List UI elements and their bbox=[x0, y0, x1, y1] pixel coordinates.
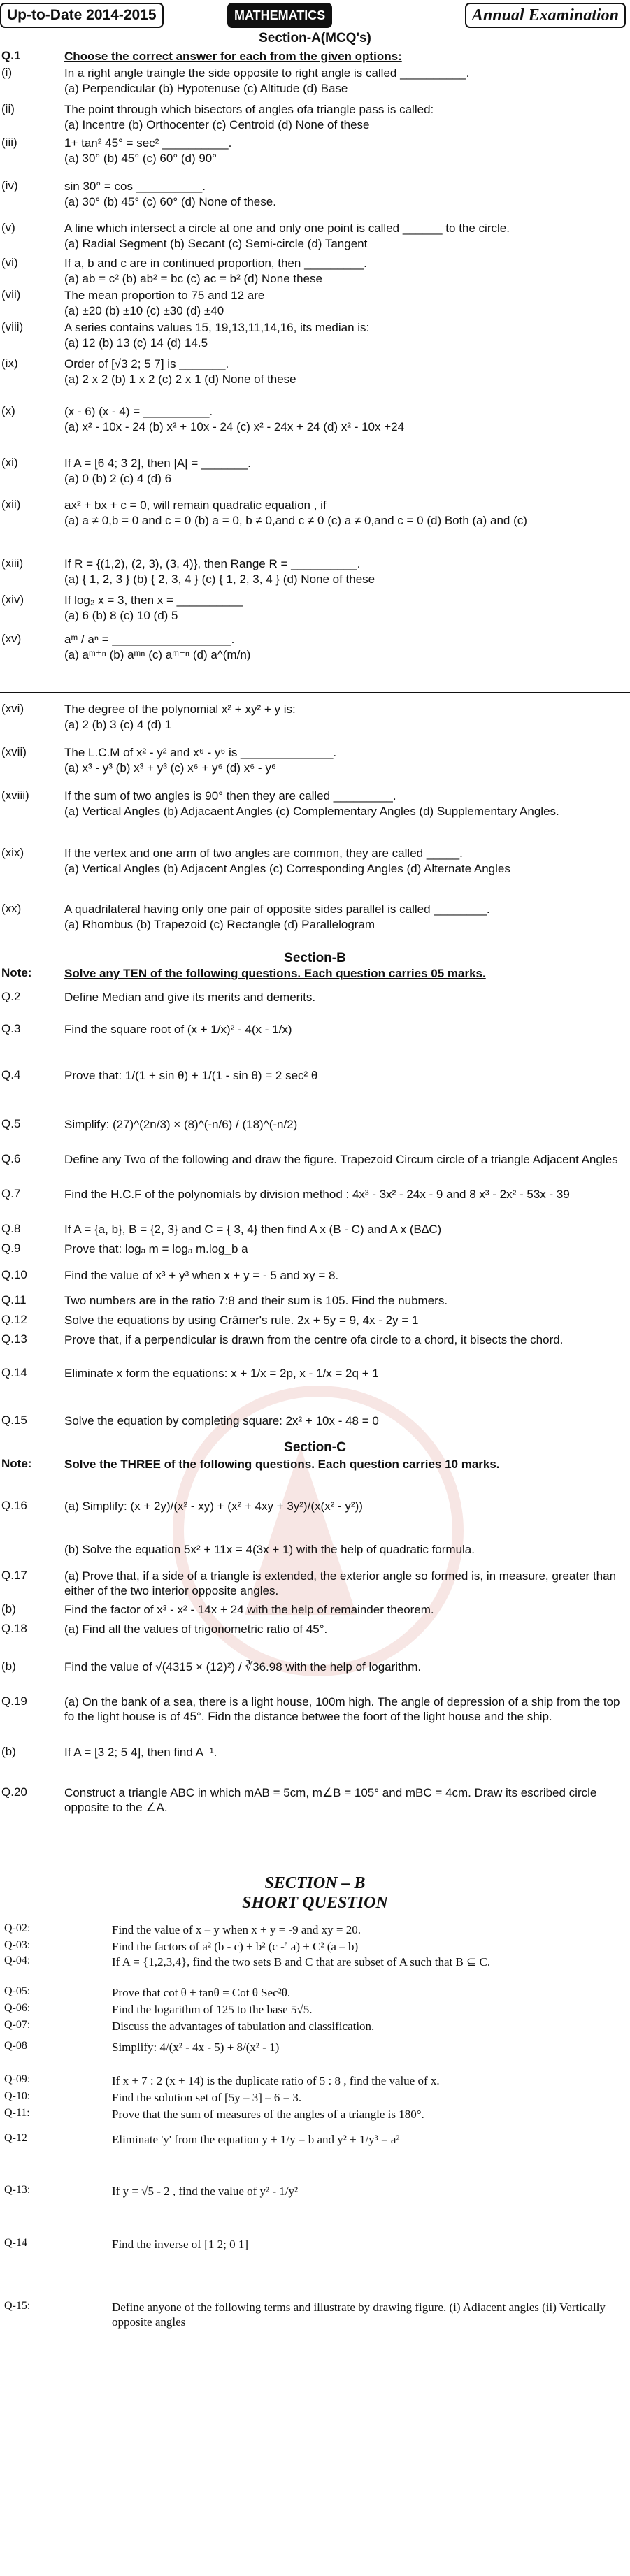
mcq-number: (viii) bbox=[1, 320, 24, 333]
question-text: Find the factors of a² (b - c) + b² (c -ª a) + C² (a – b) bbox=[112, 1940, 359, 1953]
question-number: Q-06: bbox=[4, 2002, 31, 2014]
question-number: (b) bbox=[1, 1602, 16, 1616]
question-text: Prove that: logₐ m = logₐ m.log_b a bbox=[64, 1242, 248, 1255]
question-number: Q.11 bbox=[1, 1293, 27, 1307]
question-number: Q-08 bbox=[4, 2040, 27, 2052]
question-number: Q-13: bbox=[4, 2184, 31, 2196]
mcq-options: (a) 6 (b) 8 (c) 10 (d) 5 bbox=[64, 609, 178, 622]
question-number: Q-09: bbox=[4, 2073, 31, 2085]
mcq-number: (iii) bbox=[1, 136, 17, 149]
mcq-question: sin 30° = cos __________. bbox=[64, 180, 206, 193]
header-exam: Annual Examination bbox=[465, 3, 626, 28]
question-number: Q.7 bbox=[1, 1187, 21, 1200]
mcq-options: (a) Radial Segment (b) Secant (c) Semi-circle (d) Tangent bbox=[64, 237, 368, 250]
question-number: Q.18 bbox=[1, 1622, 27, 1635]
question-text: Define Median and give its merits and demerits. bbox=[64, 991, 316, 1004]
question-text: Simplify: (27)^(2n/3) × (8)^(-n/6) / (18)^(-n/2) bbox=[64, 1118, 298, 1131]
question-text: Simplify: 4/(x² - 4x - 5) + 8/(x² - 1) bbox=[112, 2041, 280, 2054]
mcq-number: (v) bbox=[1, 221, 15, 234]
question-text: If A = {1,2,3,4}, find the two sets B and C that are subset of A such that B ⊆ C. bbox=[112, 1955, 491, 1969]
question-text: Find the square root of (x + 1/x)² - 4(x - 1/x) bbox=[64, 1023, 292, 1036]
mcq-options: (a) 0 (b) 2 (c) 4 (d) 6 bbox=[64, 472, 172, 485]
mcq-number: (iv) bbox=[1, 179, 18, 192]
question-text: Solve the equations by using Crāmer's rule. 2x + 5y = 9, 4x - 2y = 1 bbox=[64, 1314, 419, 1327]
mcq-number: (xvii) bbox=[1, 745, 27, 758]
mcq-options: (a) x³ - y³ (b) x³ + y³ (c) x⁶ + y⁶ (d) x⁶ - y⁶ bbox=[64, 761, 276, 775]
mcq-options: (a) x² - 10x - 24 (b) x² + 10x - 24 (c) x² - 24x + 24 (d) x² - 10x +24 bbox=[64, 420, 405, 433]
question-number: Q-03: bbox=[4, 1939, 31, 1951]
question-text: Eliminate x form the equations: x + 1/x = 2p, x - 1/x = 2q + 1 bbox=[64, 1367, 379, 1380]
mcq-options: (a) Rhombus (b) Trapezoid (c) Rectangle (d) Parallelogram bbox=[64, 918, 375, 931]
mcq-options: (a) Perpendicular (b) Hypotenuse (c) Altitude (d) Base bbox=[64, 82, 348, 95]
section-a-title: Section-A(MCQ's) bbox=[259, 31, 371, 45]
page-divider bbox=[0, 692, 630, 693]
mcq-question: If log₂ x = 3, then x = __________ bbox=[64, 593, 243, 607]
question-number: (b) bbox=[1, 1660, 16, 1673]
question-number: Q.15 bbox=[1, 1413, 27, 1427]
question-text: Construct a triangle ABC in which mAB = 5cm, m∠B = 105° and mBC = 4cm. Draw its escribed circle opposite to the ∠A. bbox=[64, 1786, 597, 1814]
mcq-number: (xix) bbox=[1, 846, 24, 859]
mcq-number: (vii) bbox=[1, 288, 21, 301]
question-text: Find the logarithm of 125 to the base 5√5. bbox=[112, 2003, 313, 2016]
question-number: Q-05: bbox=[4, 1985, 31, 1997]
mcq-number: (xiv) bbox=[1, 593, 24, 606]
mcq-options: (a) { 1, 2, 3 } (b) { 2, 3, 4 } (c) { 1, 2, 3, 4 } (d) None of these bbox=[64, 573, 375, 586]
header-subject: MATHEMATICS bbox=[227, 3, 332, 28]
mcq-number: (xvi) bbox=[1, 702, 24, 715]
question-text: Find the solution set of [5y – 3] – 6 = 3. bbox=[112, 2091, 302, 2104]
question-text: Find the value of √(4315 × (12)²) / ∛36.98 with the help of logarithm. bbox=[64, 1660, 422, 1674]
short-section-subtitle: SHORT QUESTION bbox=[242, 1894, 388, 1912]
question-text: Find the inverse of [1 2; 0 1] bbox=[112, 2238, 248, 2251]
mcq-options: (a) Vertical Angles (b) Adjacaent Angles (c) Complementary Angles (d) Supplementary Angles. bbox=[64, 805, 559, 818]
mcq-question: ax² + bx + c = 0, will remain quadratic equation , if bbox=[64, 498, 327, 512]
question-number: Q.12 bbox=[1, 1313, 27, 1326]
header-year: Up-to-Date 2014-2015 bbox=[0, 3, 164, 28]
question-text: Define anyone of the following terms and illustrate by drawing figure. (i) Adiacent angles (ii) Vertically opposite angles bbox=[112, 2301, 606, 2329]
question-number: Q.17 bbox=[1, 1569, 27, 1582]
question-text: Discuss the advantages of tabulation and classification. bbox=[112, 2020, 375, 2033]
question-number: Q.6 bbox=[1, 1152, 21, 1165]
q1-number: Q.1 bbox=[1, 49, 21, 62]
mcq-question: Order of [√3 2; 5 7] is _______. bbox=[64, 357, 229, 370]
mcq-question: If a, b and c are in continued proportion, then _________. bbox=[64, 257, 367, 270]
mcq-number: (xi) bbox=[1, 456, 18, 469]
question-number: (b) bbox=[1, 1745, 16, 1758]
mcq-options: (a) ab = c² (b) ab² = bc (c) ac = b² (d) None these bbox=[64, 272, 322, 285]
mcq-number: (xviii) bbox=[1, 789, 29, 802]
page-header bbox=[0, 0, 630, 29]
question-text: Prove that the sum of measures of the angles of a triangle is 180°. bbox=[112, 2108, 424, 2121]
mcq-question: (x - 6) (x - 4) = __________. bbox=[64, 405, 213, 418]
mcq-number: (xiii) bbox=[1, 556, 24, 570]
question-number: Q.14 bbox=[1, 1366, 27, 1379]
question-number: Q.10 bbox=[1, 1268, 27, 1281]
mcq-question: A line which intersect a circle at one and only one point is called ______ to the circle. bbox=[64, 222, 510, 235]
mcq-question: The L.C.M of x² - y² and x⁶ - y⁶ is ______________. bbox=[64, 746, 337, 759]
question-text: (a) On the bank of a sea, there is a light house, 100m high. The angle of depression of a ship from the top fo the light house is of 45°. Fidn the distance betwee the foort of the light house and the ship. bbox=[64, 1695, 620, 1723]
mcq-question: A series contains values 15, 19,13,11,14,16, its median is: bbox=[64, 321, 370, 334]
mcq-options: (a) 12 (b) 13 (c) 14 (d) 14.5 bbox=[64, 336, 208, 350]
mcq-question: In a right angle traingle the side opposite to right angle is called __________. bbox=[64, 66, 470, 80]
mcq-number: (ii) bbox=[1, 102, 15, 115]
mcq-options: (a) 30° (b) 45° (c) 60° (d) 90° bbox=[64, 152, 217, 165]
mcq-options: (a) 30° (b) 45° (c) 60° (d) None of these. bbox=[64, 195, 276, 208]
note-text: Solve the THREE of the following questions. Each question carries 10 marks. bbox=[64, 1458, 500, 1471]
question-text: (a) Simplify: (x + 2y)/(x² - xy) + (x² + 4xy + 3y²)/(x(x² - y²)) bbox=[64, 1499, 363, 1513]
question-text: Find the value of x – y when x + y = -9 and xy = 20. bbox=[112, 1923, 361, 1936]
question-text: Two numbers are in the ratio 7:8 and their sum is 105. Find the nubmers. bbox=[64, 1294, 448, 1307]
question-text: If x + 7 : 2 (x + 14) is the duplicate ratio of 5 : 8 , find the value of x. bbox=[112, 2074, 440, 2087]
mcq-question: If the vertex and one arm of two angles are common, they are called _____. bbox=[64, 847, 463, 860]
note-text: Solve any TEN of the following questions. Each question carries 05 marks. bbox=[64, 967, 486, 980]
question-number: Q.3 bbox=[1, 1022, 21, 1035]
question-number: Q.8 bbox=[1, 1222, 21, 1235]
mcq-options: (a) 2 x 2 (b) 1 x 2 (c) 2 x 1 (d) None of these bbox=[64, 373, 296, 386]
mcq-number: (xx) bbox=[1, 902, 22, 915]
mcq-options: (a) Vertical Angles (b) Adjacent Angles (c) Corresponding Angles (d) Alternate Angles bbox=[64, 862, 510, 875]
question-text: If A = [3 2; 5 4], then find A⁻¹. bbox=[64, 1746, 217, 1759]
short-section-title: SECTION – B bbox=[264, 1874, 366, 1892]
note-label: Note: bbox=[1, 966, 32, 979]
question-text: Find the factor of x³ - x² - 14x + 24 with the help of remainder theorem. bbox=[64, 1603, 434, 1616]
question-text: (a) Find all the values of trigonometric ratio of 45°. bbox=[64, 1622, 328, 1636]
question-number: Q.9 bbox=[1, 1242, 21, 1255]
mcq-number: (xii) bbox=[1, 498, 21, 511]
q1-instruction: Choose the correct answer for each from the given options: bbox=[64, 50, 402, 63]
mcq-question: The point through which bisectors of angles ofa triangle pass is called: bbox=[64, 103, 434, 116]
question-number: Q.16 bbox=[1, 1499, 27, 1512]
question-number: Q.2 bbox=[1, 990, 21, 1003]
section-c-title: Section-C bbox=[284, 1440, 346, 1455]
mcq-options: (a) Incentre (b) Orthocenter (c) Centroid (d) None of these bbox=[64, 118, 370, 131]
question-text: Solve the equation by completing square: 2x² + 10x - 48 = 0 bbox=[64, 1414, 379, 1427]
mcq-question: aᵐ / aⁿ = __________________. bbox=[64, 633, 235, 646]
mcq-question: The mean proportion to 75 and 12 are bbox=[64, 289, 265, 302]
question-number: Q-07: bbox=[4, 2019, 31, 2031]
mcq-question: If R = {(1,2), (2, 3), (3, 4)}, then Range R = __________. bbox=[64, 557, 361, 570]
question-text: Find the value of x³ + y³ when x + y = - 5 and xy = 8. bbox=[64, 1269, 339, 1282]
mcq-number: (ix) bbox=[1, 357, 18, 370]
question-text: Prove that: 1/(1 + sin θ) + 1/(1 - sin θ) = 2 sec² θ bbox=[64, 1069, 318, 1082]
section-b-title: Section-B bbox=[284, 951, 346, 965]
question-text: If A = {a, b}, B = {2, 3} and C = { 3, 4} then find A x (B - C) and A x (B∆C) bbox=[64, 1223, 442, 1236]
mcq-question: A quadrilateral having only one pair of opposite sides parallel is called ________. bbox=[64, 902, 490, 916]
mcq-number: (vi) bbox=[1, 256, 18, 269]
mcq-number: (x) bbox=[1, 404, 15, 417]
question-number: Q-10: bbox=[4, 2090, 31, 2102]
mcq-question: The degree of the polynomial x² + xy² + y is: bbox=[64, 703, 296, 716]
question-number: Q-11: bbox=[4, 2107, 30, 2119]
mcq-options: (a) a ≠ 0,b = 0 and c = 0 (b) a = 0, b ≠ 0,and c ≠ 0 (c) a ≠ 0,and c = 0 (d) Both (a) and (c) bbox=[64, 514, 527, 527]
question-text: Prove that, if a perpendicular is drawn from the centre ofa circle to a chord, it bisects the chord. bbox=[64, 1333, 564, 1346]
question-text: Prove that cot θ + tanθ = Cot θ Sec²θ. bbox=[112, 1986, 291, 1999]
note-label: Note: bbox=[1, 1457, 32, 1470]
mcq-question: If A = [6 4; 3 2], then |A| = _______. bbox=[64, 456, 251, 470]
question-number: Q-14 bbox=[4, 2237, 27, 2249]
mcq-options: (a) 2 (b) 3 (c) 4 (d) 1 bbox=[64, 718, 172, 731]
question-number: Q.4 bbox=[1, 1068, 21, 1081]
question-number: Q.19 bbox=[1, 1694, 27, 1708]
mcq-options: (a) ±20 (b) ±10 (c) ±30 (d) ±40 bbox=[64, 304, 224, 317]
question-number: Q.20 bbox=[1, 1785, 27, 1799]
question-number: Q-15: bbox=[4, 2300, 31, 2312]
question-text: Eliminate 'y' from the equation y + 1/y = b and y² + 1/y³ = a² bbox=[112, 2133, 400, 2146]
question-number: Q-04: bbox=[4, 1955, 31, 1966]
question-number: Q.5 bbox=[1, 1117, 21, 1130]
question-text: (b) Solve the equation 5x² + 11x = 4(3x + 1) with the help of quadratic formula. bbox=[64, 1543, 475, 1556]
question-number: Q-12 bbox=[4, 2132, 27, 2144]
question-text: (a) Prove that, if a side of a triangle is extended, the exterior angle so formed is, in measure, greater than either of the two interior opposite angles. bbox=[64, 1569, 617, 1597]
exam-paper bbox=[0, 31, 630, 2573]
question-number: Q.13 bbox=[1, 1332, 27, 1346]
question-number: Q-02: bbox=[4, 1922, 31, 1934]
mcq-options: (a) aᵐ⁺ⁿ (b) aᵐⁿ (c) aᵐ⁻ⁿ (d) a^(m/n) bbox=[64, 648, 251, 661]
mcq-question: 1+ tan² 45° = sec² __________. bbox=[64, 136, 232, 150]
question-text: Find the H.C.F of the polynomials by division method : 4x³ - 3x² - 24x - 9 and 8 x³ - 2x² - 53x - 39 bbox=[64, 1188, 570, 1201]
question-text: Define any Two of the following and draw the figure. Trapezoid Circum circle of a triangle Adjacent Angles bbox=[64, 1153, 618, 1166]
mcq-question: If the sum of two angles is 90° then they are called _________. bbox=[64, 789, 396, 803]
question-text: If y = √5 - 2 , find the value of y² - 1/y² bbox=[112, 2185, 299, 2198]
mcq-number: (i) bbox=[1, 66, 13, 79]
mcq-number: (xv) bbox=[1, 632, 22, 645]
